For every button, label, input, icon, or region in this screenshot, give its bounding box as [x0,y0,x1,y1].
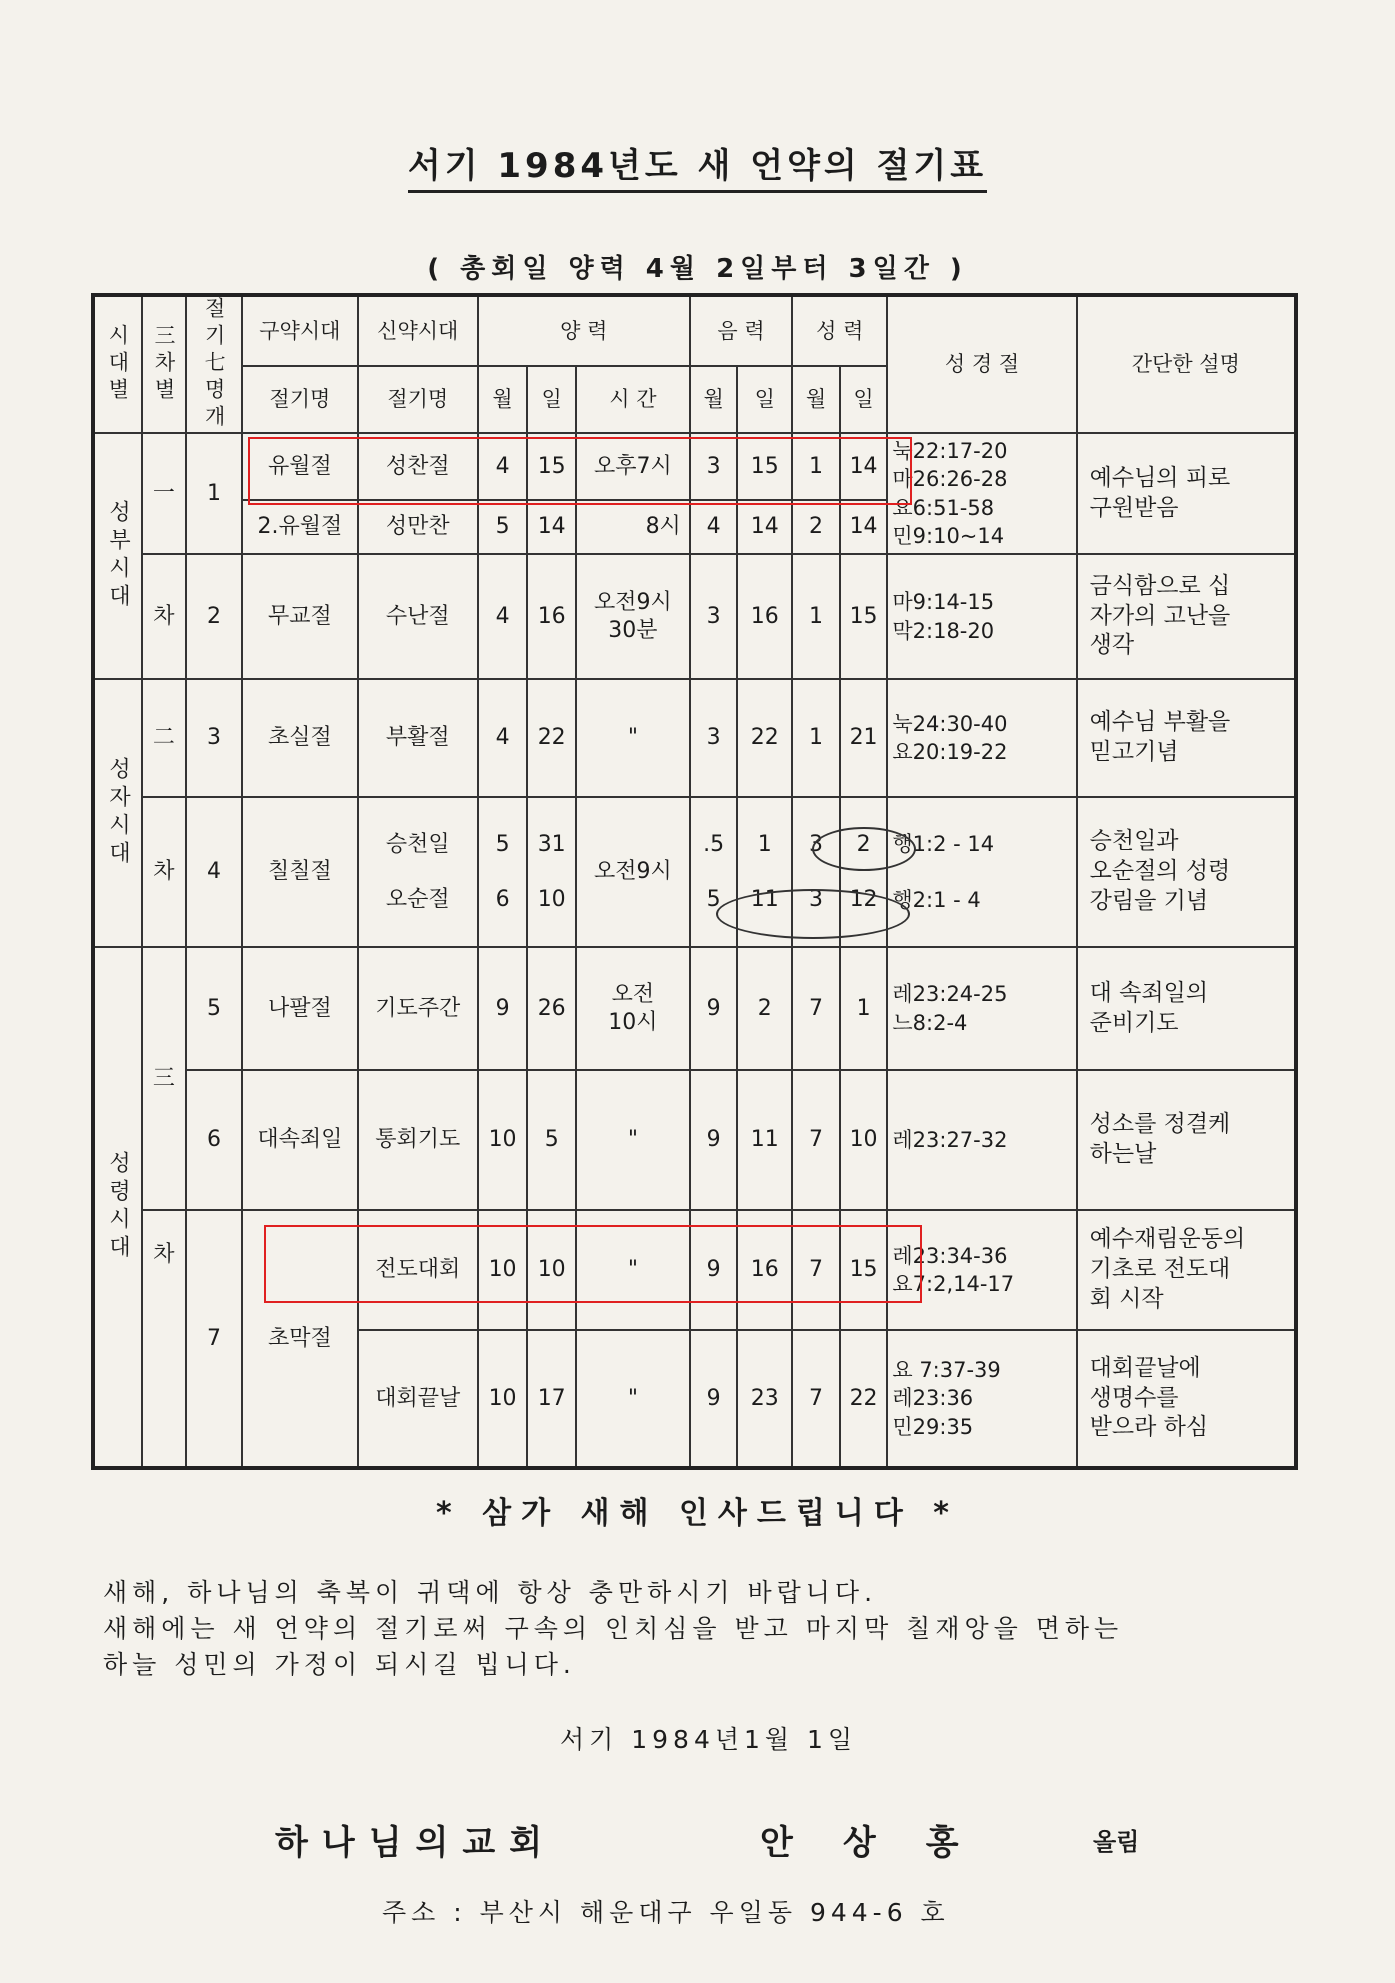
header-solar-time: 시 간 [576,366,690,433]
header-phase: 三차별 [142,295,186,433]
sacred-month: 7 [792,1330,840,1468]
solar-time: " [576,1210,690,1330]
header-ot-top: 구약시대 [242,295,358,366]
festival-no: 5 [186,947,242,1070]
lunar-month: 9 [690,1210,738,1330]
era-father: 성부시대 [93,433,142,679]
highlight-box-tabernacles-row [264,1225,922,1303]
festival-no: 4 [186,797,242,947]
sacred-day: 1 [840,947,888,1070]
circle-mark-ascension-sacred [812,827,916,871]
header-lunar-month: 월 [690,366,738,433]
bible-verse: 레23:27-32 [887,1070,1076,1210]
ot-festival: 나팔절 [242,947,358,1070]
sacred-day: 15 [840,554,888,679]
greeting-body: 새해, 하나님의 축복이 귀댁에 항상 충만하시기 바랍니다. 새해에는 새 언약의 절기로써 구속의 인치심을 받고 마지막 칠재앙을 면하는 하늘 성민의 가정이 되시길 빕니다. [103,1578,1124,1679]
document-date: 서기 1984년1월 1일 [560,1725,858,1754]
bible-verse: 행1:2 - 14 행2:1 - 4 [887,797,1076,947]
solar-month: 10 [478,1210,528,1330]
sacred-month: 7 [792,1210,840,1330]
header-nt-bottom: 절기명 [358,366,478,433]
signature-suffix: 올림 [1093,1828,1140,1856]
sacred-month: 7 [792,1070,840,1210]
festival-no: 7 [186,1210,242,1468]
new-year-greeting: * 삼가 새해 인사드립니다 * [436,1496,959,1531]
solar-month: 5 6 [478,797,528,947]
header-era: 시대별 [93,295,142,433]
solar-month: 9 [478,947,528,1070]
ot-festival: 초막절 [242,1210,358,1468]
sacred-month: 1 [792,433,840,500]
header-festival-no: 절기七명개 [186,295,242,433]
phase-2-number: 二 [142,679,186,797]
document-title: 서기 1984년도 새 언약의 절기표 [0,138,1395,187]
nt-festival: 승천일 오순절 [358,797,478,947]
solar-month: 5 [478,500,528,554]
lunar-day: 2 [737,947,792,1070]
phase-3-number: 三 [142,947,186,1210]
solar-time: 8시 [576,500,690,554]
solar-time: " [576,679,690,797]
sacred-month: 2 [792,500,840,554]
lunar-month: 9 [690,947,738,1070]
solar-time: 오전9시 [576,797,690,947]
sacred-month: 3 3 [792,797,840,947]
header-verse: 성 경 절 [887,295,1076,433]
header-ot-bottom: 절기명 [242,366,358,433]
nt-festival: 성만찬 [358,500,478,554]
solar-day: 26 [527,947,576,1070]
lunar-month: 3 [690,433,738,500]
header-lunar: 음 력 [690,295,792,366]
solar-day: 17 [527,1330,576,1468]
header-solar-month: 월 [478,366,528,433]
sacred-day: 14 [840,433,888,500]
solar-time: 오전 10시 [576,947,690,1070]
bible-verse: 요 7:37-39 레23:36 민29:35 [887,1330,1076,1468]
table-row [93,554,1296,679]
festival-no: 3 [186,679,242,797]
solar-time: " [576,1330,690,1468]
phase-2-suffix: 차 [142,797,186,947]
table-row [93,1070,1296,1210]
nt-festival: 기도주간 [358,947,478,1070]
sacred-month: 1 [792,679,840,797]
era-son: 성자시대 [93,679,142,947]
lunar-month: 4 [690,500,738,554]
solar-time: 오전9시 30분 [576,554,690,679]
sacred-day: 2 12 [840,797,888,947]
solar-time: 오후7시 [576,433,690,500]
lunar-day: 14 [737,500,792,554]
festival-no: 1 [186,433,242,554]
solar-day: 15 [527,433,576,500]
sacred-day: 22 [840,1330,888,1468]
header-solar-day: 일 [527,366,576,433]
sacred-day: 10 [840,1070,888,1210]
solar-month: 4 [478,554,528,679]
nt-festival: 대회끝날 [358,1330,478,1468]
ot-festival: 초실절 [242,679,358,797]
header-lunar-day: 일 [737,366,792,433]
lunar-day: 16 [737,554,792,679]
bible-verse: 레23:34-36 요7:2,14-17 [887,1210,1076,1330]
phase-1-number: 一 [142,433,186,554]
header-solar: 양 력 [478,295,690,366]
festival-no: 6 [186,1070,242,1210]
lunar-month: 3 [690,554,738,679]
table-row [93,679,1296,797]
description: 예수님의 피로 구원받음 [1077,433,1296,554]
ot-festival: 유월절 [242,433,358,500]
lunar-day: 1 11 [737,797,792,947]
nt-festival: 부활절 [358,679,478,797]
ot-festival: 칠칠절 [242,797,358,947]
phase-1-suffix: 차 [142,554,186,679]
description: 예수님 부활을 믿고기념 [1077,679,1296,797]
header-sacred-day: 일 [840,366,888,433]
table-row [93,947,1296,1070]
solar-day: 22 [527,679,576,797]
lunar-day: 11 [737,1070,792,1210]
bible-verse: 마9:14-15 막2:18-20 [887,554,1076,679]
solar-month: 4 [478,433,528,500]
ot-festival: 무교절 [242,554,358,679]
lunar-day: 22 [737,679,792,797]
circle-mark-pentecost-lunar [716,889,910,939]
sacred-month: 1 [792,554,840,679]
bible-verse: 눅22:17-20 마26:26-28 요6:51-58 민9:10~14 [887,433,1076,554]
solar-day: 14 [527,500,576,554]
sacred-month: 7 [792,947,840,1070]
sacred-day: 15 [840,1210,888,1330]
document-subtitle: ( 총회일 양력 4월 2일부터 3일간 ) [427,254,968,284]
description: 대회끝날에 생명수를 받으라 하심 [1077,1330,1296,1468]
signature-church: 하나님의교회 [275,1823,557,1863]
description: 예수재림운동의 기초로 전도대 회 시작 [1077,1210,1296,1330]
sacred-day: 21 [840,679,888,797]
ot-festival: 2.유월절 [242,500,358,554]
sacred-day: 14 [840,500,888,554]
lunar-month: .5 5 [690,797,738,947]
solar-month: 10 [478,1070,528,1210]
header-nt-top: 신약시대 [358,295,478,366]
nt-festival: 성찬절 [358,433,478,500]
solar-day: 5 [527,1070,576,1210]
header-desc: 간단한 설명 [1077,295,1296,433]
solar-month: 10 [478,1330,528,1468]
era-spirit: 성령시대 [93,947,142,1468]
highlight-box-passover-row [248,437,912,505]
lunar-day: 15 [737,433,792,500]
phase-3-suffix: 차 [142,1210,186,1468]
lunar-day: 16 [737,1210,792,1330]
solar-day: 16 [527,554,576,679]
solar-time: " [576,1070,690,1210]
lunar-month: 9 [690,1330,738,1468]
header-sacred: 성 력 [792,295,887,366]
bible-verse: 눅24:30-40 요20:19-22 [887,679,1076,797]
lunar-month: 9 [690,1070,738,1210]
header-sacred-month: 월 [792,366,840,433]
bible-verse: 레23:24-25 느8:2-4 [887,947,1076,1070]
signature-name: 안상홍 [760,1823,1009,1863]
description: 성소를 정결케 하는날 [1077,1070,1296,1210]
description: 승천일과 오순절의 성령 강림을 기념 [1077,797,1296,947]
lunar-month: 3 [690,679,738,797]
nt-festival: 통회기도 [358,1070,478,1210]
solar-month: 4 [478,679,528,797]
solar-day: 10 [527,1210,576,1330]
nt-festival: 전도대회 [358,1210,478,1330]
table-row [93,797,1296,947]
festival-no: 2 [186,554,242,679]
nt-festival: 수난절 [358,554,478,679]
ot-festival: 대속죄일 [242,1070,358,1210]
description: 금식함으로 십 자가의 고난을 생각 [1077,554,1296,679]
solar-day: 31 10 [527,797,576,947]
church-address: 주소 : 부산시 해운대구 우일동 944-6 호 [382,1898,950,1927]
lunar-day: 23 [737,1330,792,1468]
description: 대 속죄일의 준비기도 [1077,947,1296,1070]
